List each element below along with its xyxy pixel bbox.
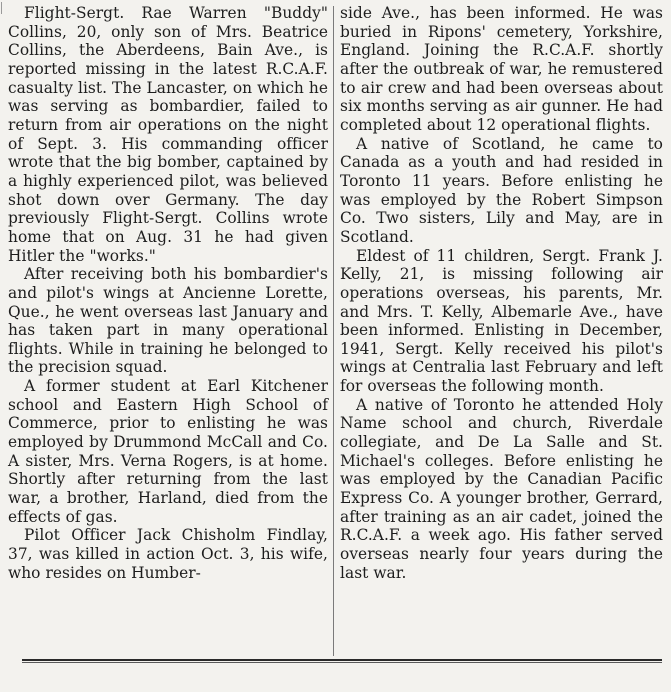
column-divider [333,6,334,656]
paragraph-collins-training: After receiving both his bombardier's and pilot's wings at Ancienne Lorette, Que., he went overseas last January and has taken part in many operational flights. While in training he belonged to the precision squad. [8,265,328,377]
bottom-rule-thin [22,662,662,663]
paragraph-findlay-intro: Pilot Officer Jack Chisholm Findlay, 37, was killed in action Oct. 3, his wife, who resides on Humber- [8,526,328,582]
paragraph-kelly-background: A native of Toronto he attended Holy Name school and church, Riverdale collegiate, and De La Salle and St. Michael's colleges. Before enlisting he was employed by the Canadian Pacific Express Co. A younger brother, Gerrard, after training as an air cadet, joined the R.C.A.F. a week ago. His father served overseas nearly four years during the last war. [340,395,663,582]
left-edge-mark [1,2,2,14]
paragraph-findlay-background: A native of Scotland, he came to Canada as a youth and had resided in Toronto 11 years. Before enlisting he was employed by the Robert Simpson Co. Two sisters, Lily and May, are in Scotland. [340,134,663,246]
paragraph-kelly-intro: Eldest of 11 children, Sergt. Frank J. Kelly, 21, is missing following air operations overseas, his parents, Mr. and Mrs. T. Kelly, Albemarle Ave., have been informed. Enlisting in December, 1941, Sergt. Kelly received his pilot's wings at Centralia last February and left for overseas the following month. [340,246,663,396]
bottom-rule [22,659,662,661]
article-column-right [340,4,663,582]
paragraph-findlay-continued: side Ave., has been informed. He was buried in Ripons' cemetery, Yorkshire, England. Joining the R.C.A.F. shortly after the outbreak of war, he remustered to air crew and had been overseas about six months serving as air gunner. He had completed about 12 operational flights. [340,4,663,134]
article-column-left [8,4,328,582]
paragraph-collins-intro: Flight-Sergt. Rae Warren "Buddy" Collins, 20, only son of Mrs. Beatrice Collins, the Aberdeens, Bain Ave., is reported missing in the latest R.C.A.F. casualty list. The Lancaster, on which he was serving as bombardier, failed to return from air operations on the night of Sept. 3. His commanding officer wrote that the big bomber, captained by a highly experienced pilot, was believed shot down over Germany. The day previously Flight-Sergt. Collins wrote home that on Aug. 31 he had given Hitler the "works." [8,4,328,265]
paragraph-collins-background: A former student at Earl Kitchener school and Eastern High School of Commerce, prior to enlisting he was employed by Drummond McCall and Co. A sister, Mrs. Verna Rogers, is at home. Shortly after returning from the last war, a brother, Harland, died from the effects of gas. [8,377,328,526]
